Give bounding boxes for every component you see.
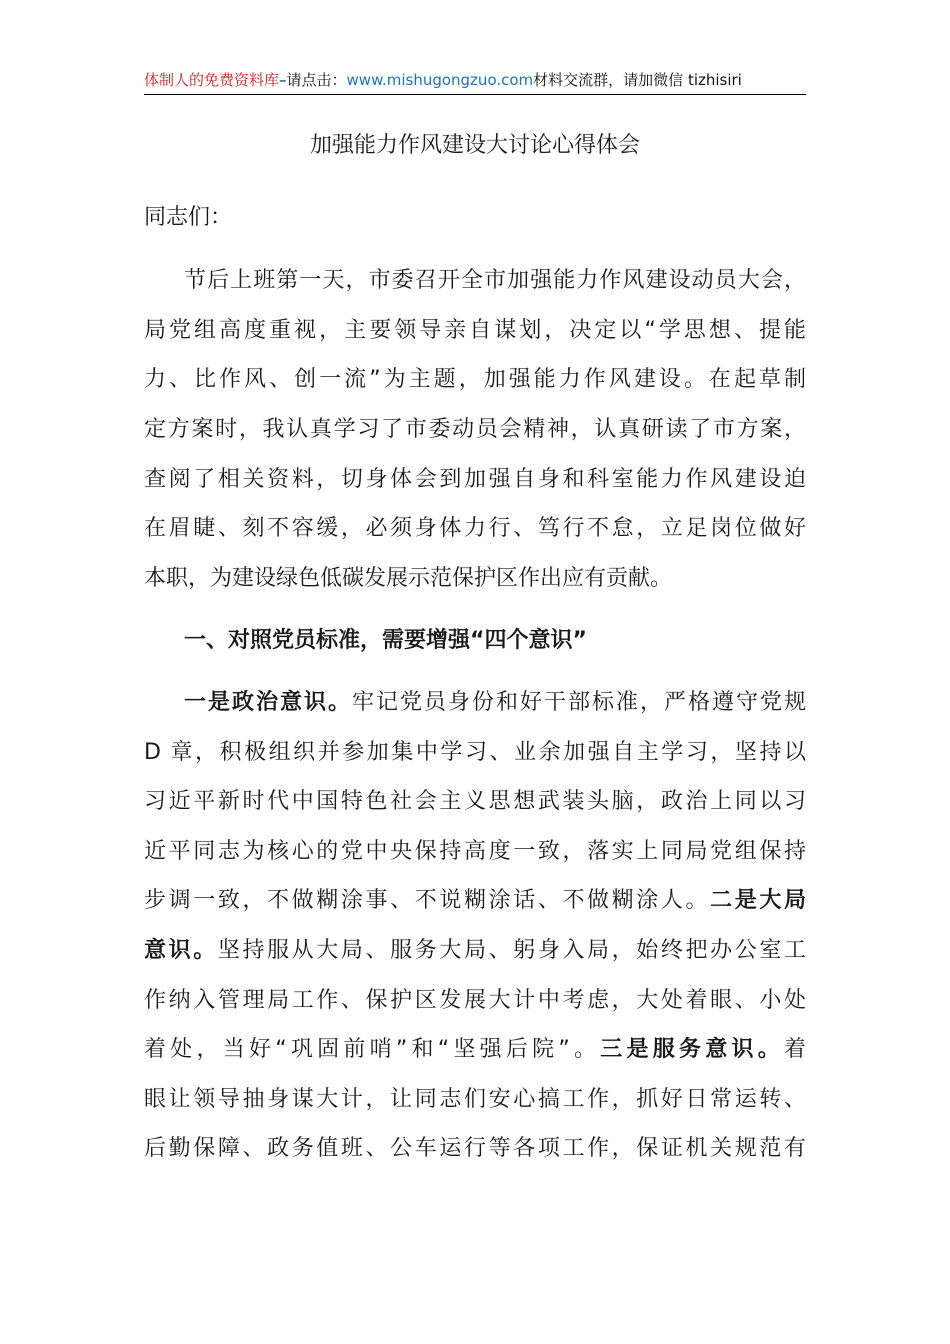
text-line: 眼让领导抽身谋大计，让同志们安心搞工作，抓好日常运转、 bbox=[144, 1087, 806, 1112]
text-line: 近平同志为核心的党中央保持高度一致，落实上同局党组保持 bbox=[144, 839, 806, 864]
text-span: 坚持服从大局、服务大局、躬身入局，始终把办公室工 bbox=[217, 938, 806, 963]
text-line: 查阅了相关资料，切身体会到加强自身和科室能力作风建设迫 bbox=[144, 467, 806, 492]
text-line bbox=[184, 687, 806, 719]
text-span: 牢记党员身份和好干部标准，严格遵守党规 bbox=[352, 690, 806, 715]
text-line bbox=[144, 1034, 806, 1066]
header-brand: 体制人的免费资料库 bbox=[144, 71, 280, 89]
text-line: 后勤保障、政务值班、公车运行等各项工作，保证机关规范有 bbox=[144, 1136, 806, 1161]
text-line bbox=[144, 885, 806, 917]
text-line: 习近平新时代中国特色社会主义思想武装头脑，政治上同以习 bbox=[144, 789, 806, 814]
bold-phrase: 一是政治意识。 bbox=[184, 690, 352, 715]
section-heading: 一、对照党员标准，需要增强“四个意识” bbox=[184, 628, 587, 653]
text-span: 着 bbox=[783, 1037, 806, 1062]
bold-phrase: 二是大局 bbox=[710, 888, 806, 913]
bold-phrase: 三是服务意识。 bbox=[600, 1037, 784, 1062]
text-line: 力、比作风、创一流”为主题，加强能力作风建设。在起草制 bbox=[144, 367, 806, 392]
header-prompt: –请点击： bbox=[279, 71, 347, 89]
text-span: 着处，当好“巩固前哨”和“坚强后院”。 bbox=[144, 1037, 601, 1062]
text-line bbox=[144, 935, 806, 967]
text-span: 步调一致，不做糊涂事、不说糊涂话、不做糊涂人。 bbox=[144, 888, 711, 913]
salutation: 同志们： bbox=[144, 205, 233, 230]
text-line: 作纳入管理局工作、保护区发展大计中考虑，大处着眼、小处 bbox=[144, 988, 806, 1013]
text-line: D 章，积极组织并参加集中学习、业余加强自主学习，坚持以 bbox=[144, 740, 806, 765]
text-line: 定方案时，我认真学习了市委动员会精神，认真研读了市方案， bbox=[144, 417, 806, 442]
header-contact: 材料交流群，请加微信 tizhisiri bbox=[533, 71, 742, 89]
bold-phrase: 意识。 bbox=[144, 938, 218, 963]
text-line: 在眉睫、刻不容缓，必须身体力行、笃行不怠，立足岗位做好 bbox=[144, 516, 806, 541]
text-line: 节后上班第一天，市委召开全市加强能力作风建设动员大会， bbox=[184, 268, 806, 293]
document-title: 加强能力作风建设大讨论心得体会 bbox=[309, 133, 640, 158]
header-link[interactable]: www.mishugongzuo.com bbox=[346, 71, 534, 89]
page-header bbox=[144, 68, 806, 95]
text-line: 局党组高度重视，主要领导亲自谋划，决定以“学思想、提能 bbox=[144, 318, 806, 343]
text-line: 本职，为建设绿色低碳发展示范保护区作出应有贡献。 bbox=[144, 566, 673, 591]
